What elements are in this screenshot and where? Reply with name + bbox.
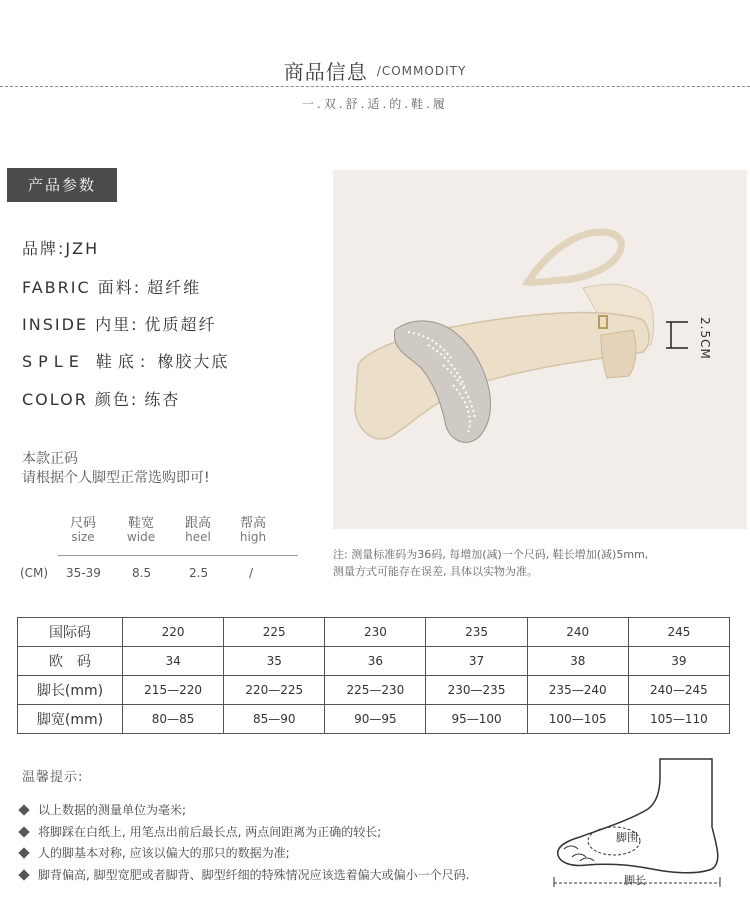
param-unit: (CM) <box>20 566 49 580</box>
size-cell: 35 <box>224 647 325 676</box>
param-divider <box>58 555 298 556</box>
fit-note-line1: 本款正码 <box>22 451 78 467</box>
tip-text: 脚背偏高, 脚型宽肥或者脚背、脚型纤细的特殊情况应该选着偏大或偏小一个尺码. <box>38 868 470 882</box>
spec-key: FABRIC 面料: <box>22 278 142 297</box>
param-value-heel: 2.5 <box>189 566 209 580</box>
fit-note-line2: 请根据个人脚型正常选购即可! <box>22 470 210 486</box>
param-header-en: size <box>71 530 95 544</box>
heading-divider <box>0 86 750 87</box>
commodity-heading <box>0 56 750 85</box>
spec-fabric <box>22 275 201 298</box>
heel-block <box>601 330 636 378</box>
size-cell: 220 <box>123 618 224 647</box>
heading-cn: 商品信息 <box>283 60 368 84</box>
heel-height-label: 2.5CM <box>698 317 712 360</box>
param-header-cn: 尺码 <box>69 516 96 531</box>
spec-inside <box>22 312 217 335</box>
spec-value: 橡胶大底 <box>157 352 230 371</box>
section-badge: 产品参数 <box>7 168 117 202</box>
param-header-wide <box>116 512 166 544</box>
size-cell: 230—235 <box>426 676 527 705</box>
diamond-bullet-icon <box>18 847 29 858</box>
diamond-bullet-icon <box>18 804 29 815</box>
tip-text: 以上数据的测量单位为毫米; <box>38 803 187 817</box>
spec-key: SPLE 鞋底: <box>22 352 152 371</box>
size-cell: 100—105 <box>527 705 628 734</box>
size-table-row <box>18 618 730 647</box>
size-row-label: 国际码 <box>18 618 123 647</box>
param-table <box>20 512 300 582</box>
size-cell: 235 <box>426 618 527 647</box>
spec-value: JZH <box>65 239 100 258</box>
size-cell: 34 <box>123 647 224 676</box>
heading-subtitle: 一.双.舒.适.的.鞋.履 <box>302 97 448 111</box>
measure-note-line1: 注: 测量标准码为36码, 每增加(减)一个尺码, 鞋长增加(减)5mm, <box>333 548 649 561</box>
size-cell: 240 <box>527 618 628 647</box>
param-value-high: / <box>249 566 254 580</box>
size-cell: 235—240 <box>527 676 628 705</box>
spec-key: INSIDE 内里: <box>22 315 139 334</box>
size-row-label: 脚宽(mm) <box>18 705 123 734</box>
tip-item <box>20 801 186 818</box>
spec-brand <box>22 236 99 259</box>
size-cell: 240—245 <box>628 676 729 705</box>
tips-title: 温馨提示: <box>22 770 84 785</box>
spec-key: 品牌: <box>22 239 66 258</box>
param-header-en: wide <box>126 530 156 544</box>
size-table-row <box>18 705 730 734</box>
size-cell: 85—90 <box>224 705 325 734</box>
size-table-row <box>18 676 730 705</box>
size-cell: 37 <box>426 647 527 676</box>
param-header-size <box>58 512 108 544</box>
foot-diagram <box>552 757 727 887</box>
size-cell: 215—220 <box>123 676 224 705</box>
size-cell: 36 <box>325 647 426 676</box>
tip-text: 人的脚基本对称, 应该以偏大的那只的数据为准; <box>38 846 290 860</box>
diamond-bullet-icon <box>18 869 29 880</box>
size-cell: 95—100 <box>426 705 527 734</box>
param-header-cn: 跟高 <box>184 516 211 531</box>
product-photo <box>333 170 747 529</box>
heading-en: /COMMODITY <box>376 63 467 78</box>
size-cell: 245 <box>628 618 729 647</box>
param-header-cn: 帮高 <box>239 516 266 531</box>
tip-item <box>20 844 290 861</box>
measure-note <box>333 546 747 580</box>
param-header-en: high <box>239 530 267 544</box>
size-cell: 38 <box>527 647 628 676</box>
measure-note-line2: 测量方式可能存在误差, 具体以实物为准。 <box>333 565 538 578</box>
param-value-size: 35-39 <box>66 566 101 580</box>
size-cell: 220—225 <box>224 676 325 705</box>
param-header-high <box>228 512 278 544</box>
param-value-wide: 8.5 <box>132 566 152 580</box>
param-header-cn: 鞋宽 <box>127 516 154 531</box>
spec-value: 超纤维 <box>147 278 202 297</box>
foot-girth-label: 脚围 <box>616 831 638 844</box>
fit-note <box>22 450 210 488</box>
size-cell: 80—85 <box>123 705 224 734</box>
tip-item <box>20 823 381 840</box>
spec-value: 优质超纤 <box>144 315 217 334</box>
size-cell: 105—110 <box>628 705 729 734</box>
spec-color <box>22 387 180 410</box>
size-cell: 90—95 <box>325 705 426 734</box>
tip-item <box>20 866 469 883</box>
size-cell: 225 <box>224 618 325 647</box>
size-cell: 225—230 <box>325 676 426 705</box>
spec-sole <box>22 349 229 372</box>
diamond-bullet-icon <box>18 826 29 837</box>
ankle-strap <box>528 232 621 282</box>
size-cell: 230 <box>325 618 426 647</box>
size-row-label: 欧码 <box>18 647 123 676</box>
tip-text: 将脚踩在白纸上, 用笔点出前后最长点, 两点间距离为正确的较长; <box>38 825 382 839</box>
foot-outline <box>558 759 718 873</box>
sandal-illustration <box>333 170 747 529</box>
spec-value: 练杏 <box>144 390 181 409</box>
size-table <box>17 617 730 734</box>
foot-length-label: 脚长 <box>624 874 646 887</box>
size-table-row <box>18 647 730 676</box>
param-header-heel <box>173 512 223 544</box>
size-row-label: 脚长(mm) <box>18 676 123 705</box>
spec-key: COLOR 颜色: <box>22 390 139 409</box>
size-cell: 39 <box>628 647 729 676</box>
param-header-en: heel <box>185 530 211 544</box>
toes <box>564 846 594 861</box>
